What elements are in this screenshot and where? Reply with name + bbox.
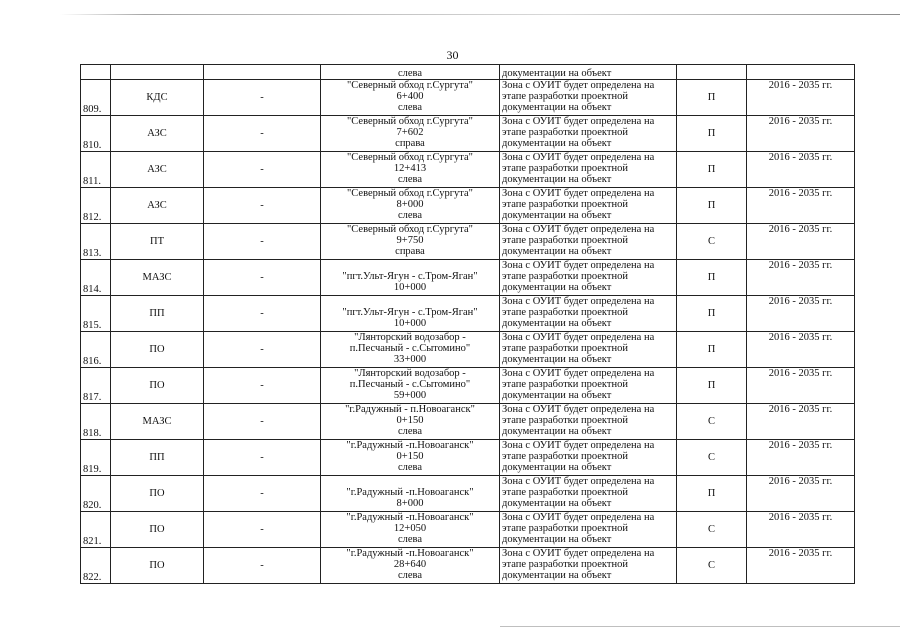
location-line: "пгт.Ульт-Ягун - с.Тром-Яган" [342,307,478,318]
cell-empty [111,65,204,80]
location-line: слева [397,426,423,437]
location-line: "Северный обход г.Сургута" [347,152,473,163]
dash-cell: - [204,260,321,296]
zone-note-line: этапе разработки проектной [502,163,628,174]
zone-note-line: Зона с ОУИТ будет определена на [502,512,655,523]
location-line: "Лянторский водозабор - [354,332,466,343]
location-line: "Северный обход г.Сургута" [347,80,473,91]
zone-note-line: этапе разработки проектной [502,523,628,534]
location-line: 7+602 [396,127,424,138]
period: 2016 - 2035 гг. [747,476,855,512]
location-line: "Северный обход г.Сургута" [347,116,473,127]
zone-note [500,404,677,440]
location-line [323,296,497,307]
location-line: слева [397,210,423,221]
location-line: слева [397,174,423,185]
object-type: ПО [111,368,204,404]
location [321,368,500,404]
zone-note-line: документации на объект [502,570,612,581]
category: С [677,404,747,440]
zone-note-line: документации на объект [502,498,612,509]
dash-cell: - [204,224,321,260]
zone-note-line: этапе разработки проектной [502,199,628,210]
zone-note [500,512,677,548]
zone-note [500,368,677,404]
zone-note-line: документации на объект [502,462,612,473]
table-row [81,116,855,152]
zone-note-line: Зона с ОУИТ будет определена на [502,368,655,379]
object-type: АЗС [111,152,204,188]
dash-cell: - [204,152,321,188]
zone-note [500,188,677,224]
row-number: 821. [81,512,111,548]
zone-note-line: документации на объект [502,390,612,401]
zone-note [500,476,677,512]
zone-note-line: Зона с ОУИТ будет определена на [502,80,655,91]
zone-note-line: этапе разработки проектной [502,343,628,354]
location-line: слева [397,462,423,473]
location-line: 10+000 [393,282,427,293]
category: П [677,116,747,152]
zone-note-line: документации на объект [502,174,612,185]
location [321,548,500,584]
table-row [81,188,855,224]
location-line: п.Песчаный - с.Сытомино" [349,379,471,390]
category: С [677,512,747,548]
location-line: 33+000 [393,354,427,365]
category: П [677,332,747,368]
table-row [81,260,855,296]
dash-cell: - [204,188,321,224]
zone-note [500,332,677,368]
dash-cell: - [204,512,321,548]
dash-cell: - [204,440,321,476]
dash-cell: - [204,332,321,368]
location-line: справа [395,138,425,149]
zone-note-line: этапе разработки проектной [502,127,628,138]
table-body [81,65,855,584]
location-line: слева [397,570,423,581]
category: П [677,188,747,224]
object-type: АЗС [111,188,204,224]
zone-note [500,224,677,260]
category: С [677,440,747,476]
period: 2016 - 2035 гг. [747,368,855,404]
objects-table [80,64,855,584]
zone-note-line: документации на объект [502,426,612,437]
zone-note-line: Зона с ОУИТ будет определена на [502,404,655,415]
table-row [81,476,855,512]
row-number: 812. [81,188,111,224]
object-type: ПО [111,332,204,368]
zone-note-line: этапе разработки проектной [502,415,628,426]
period: 2016 - 2035 гг. [747,440,855,476]
zone-note-line: Зона с ОУИТ будет определена на [502,440,655,451]
object-type: АЗС [111,116,204,152]
location-line: 0+150 [396,451,424,462]
zone-note-line: документации на объект [502,282,612,293]
row-number: 815. [81,296,111,332]
object-type: ПО [111,512,204,548]
location [321,512,500,548]
location-line: слева [397,534,423,545]
period: 2016 - 2035 гг. [747,548,855,584]
zone-note-line: этапе разработки проектной [502,271,628,282]
zone-note-line: документации на объект [502,138,612,149]
location-line: 9+750 [396,235,424,246]
zone-note-line: Зона с ОУИТ будет определена на [502,476,655,487]
period: 2016 - 2035 гг. [747,260,855,296]
category: П [677,260,747,296]
location [321,152,500,188]
object-type: КДС [111,80,204,116]
object-type: ПТ [111,224,204,260]
row-number: 816. [81,332,111,368]
period: 2016 - 2035 гг. [747,404,855,440]
zone-note-line: Зона с ОУИТ будет определена на [502,296,655,307]
cell-empty [204,65,321,80]
period: 2016 - 2035 гг. [747,152,855,188]
location-line: "г.Радужный -п.Новоаганск" [346,487,474,498]
object-type: ПО [111,548,204,584]
zone-note [500,116,677,152]
zone-note-line: Зона с ОУИТ будет определена на [502,332,655,343]
location-line [323,476,497,487]
scan-artifact-line [60,14,900,15]
location-line: п.Песчаный - с.Сытомино" [349,343,471,354]
location [321,260,500,296]
row-number: 818. [81,404,111,440]
zone-note [500,548,677,584]
location-line: "Северный обход г.Сургута" [347,188,473,199]
zone-note-line: документации на объект [502,102,612,113]
cell-location: слева [321,65,500,80]
location [321,332,500,368]
period: 2016 - 2035 гг. [747,116,855,152]
table-row [81,512,855,548]
zone-note-line: этапе разработки проектной [502,235,628,246]
location-line: "Лянторский водозабор - [354,368,466,379]
zone-note-line: этапе разработки проектной [502,91,628,102]
zone-note-line: Зона с ОУИТ будет определена на [502,224,655,235]
table-row [81,548,855,584]
location-line: 12+413 [393,163,427,174]
table-row [81,440,855,476]
location-line: "г.Радужный -п.Новоаганск" [346,440,474,451]
dash-cell: - [204,368,321,404]
dash-cell: - [204,404,321,440]
dash-cell: - [204,116,321,152]
location-line: "г.Радужный - п.Новоаганск" [345,404,475,415]
dash-cell: - [204,476,321,512]
category: С [677,224,747,260]
zone-note-line: Зона с ОУИТ будет определена на [502,116,655,127]
table-row-continued [81,65,855,80]
category: П [677,368,747,404]
category: С [677,548,747,584]
category: П [677,296,747,332]
location-line: "г.Радужный -п.Новоаганск" [346,512,474,523]
object-type: ПП [111,440,204,476]
dash-cell: - [204,80,321,116]
category: П [677,476,747,512]
page-number: 30 [446,48,459,62]
location-line: 12+050 [393,523,427,534]
location [321,404,500,440]
location [321,80,500,116]
zone-note [500,296,677,332]
row-number: 811. [81,152,111,188]
cell-empty [747,65,855,80]
location-line: "г.Радужный -п.Новоаганск" [346,548,474,559]
period: 2016 - 2035 гг. [747,332,855,368]
zone-note [500,260,677,296]
cell-zone: документации на объект [500,65,677,80]
zone-note-line: этапе разработки проектной [502,307,628,318]
zone-note-line: документации на объект [502,354,612,365]
period: 2016 - 2035 гг. [747,224,855,260]
table-row [81,332,855,368]
zone-note-line: Зона с ОУИТ будет определена на [502,188,655,199]
period: 2016 - 2035 гг. [747,188,855,224]
location-line: 8+000 [396,199,424,210]
row-number: 813. [81,224,111,260]
zone-note [500,440,677,476]
dash-cell: - [204,548,321,584]
cell-empty [677,65,747,80]
category: П [677,152,747,188]
zone-note-line: этапе разработки проектной [502,379,628,390]
dash-cell: - [204,296,321,332]
table-row [81,224,855,260]
table-row [81,80,855,116]
location-line [323,260,497,271]
location [321,296,500,332]
location-line: "Северный обход г.Сургута" [347,224,473,235]
object-type: ПО [111,476,204,512]
location [321,188,500,224]
zone-note [500,80,677,116]
scan-artifact-line [500,626,900,627]
zone-note-line: документации на объект [502,318,612,329]
location-line: 8+000 [396,498,424,509]
row-number: 810. [81,116,111,152]
zone-note-line: Зона с ОУИТ будет определена на [502,548,655,559]
location-line: 0+150 [396,415,424,426]
table-row [81,404,855,440]
location-line: 10+000 [393,318,427,329]
period: 2016 - 2035 гг. [747,80,855,116]
location-line: справа [395,246,425,257]
object-type: МАЗС [111,404,204,440]
table-row [81,296,855,332]
zone-note-line: документации на объект [502,534,612,545]
location [321,440,500,476]
zone-note-line: этапе разработки проектной [502,451,628,462]
location-line: "пгт.Ульт-Ягун - с.Тром-Яган" [342,271,478,282]
row-number: 820. [81,476,111,512]
table-row [81,368,855,404]
location-line: 59+000 [393,390,427,401]
zone-note-line: этапе разработки проектной [502,487,628,498]
period: 2016 - 2035 гг. [747,296,855,332]
location [321,476,500,512]
object-type: МАЗС [111,260,204,296]
category: П [677,80,747,116]
location [321,224,500,260]
row-number: 814. [81,260,111,296]
row-number: 822. [81,548,111,584]
row-number: 809. [81,80,111,116]
zone-note-line: документации на объект [502,246,612,257]
zone-note-line: Зона с ОУИТ будет определена на [502,152,655,163]
zone-note [500,152,677,188]
location-line: слева [397,102,423,113]
table-row [81,152,855,188]
zone-note-line: Зона с ОУИТ будет определена на [502,260,655,271]
object-type: ПП [111,296,204,332]
location-line: 6+400 [396,91,424,102]
zone-note-line: этапе разработки проектной [502,559,628,570]
location [321,116,500,152]
period: 2016 - 2035 гг. [747,512,855,548]
row-number: 817. [81,368,111,404]
zone-note-line: документации на объект [502,210,612,221]
location-line: 28+640 [393,559,427,570]
row-number: 819. [81,440,111,476]
cell-empty [81,65,111,80]
